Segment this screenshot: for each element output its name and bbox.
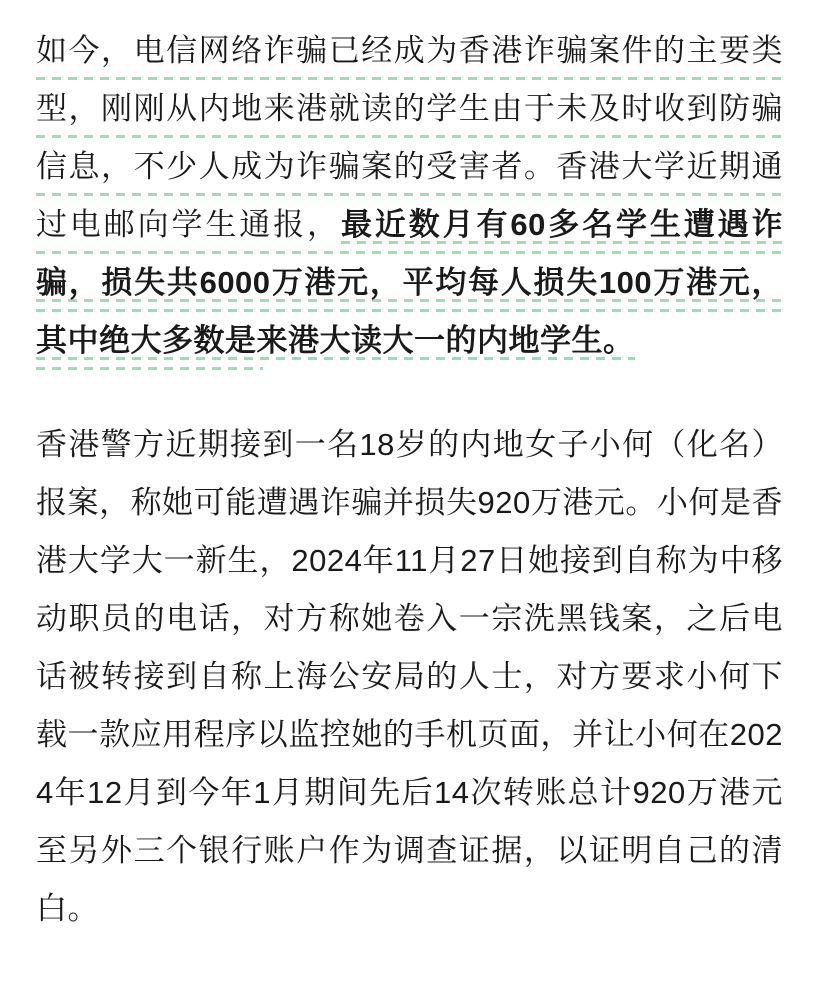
paragraph-2 [36,416,783,938]
paragraph-1 [36,22,783,370]
paragraph-2-run-normal: 香港警方近期接到一名18岁的内地女子小何（化名）报案，称她可能遭遇诈骗并损失920万港元。小何是香港大学大一新生，2024年11月27日她接到自称为中移动职员的电话，对方称她卷入一宗洗黑钱案，之后电话被转接到自称上海公安局的人士，对方要求小何下载一款应用程序以监控她的手机页面，并让小何在2024年12月到今年1月期间先后14次转账总计920万港元至另外三个银行账户作为调查证据，以证明自己的清白。 [36,427,783,926]
paragraph-1-highlighted-text: 最近数月有60多名学生遭遇诈骗，损失共6000万港元，平均每人损失100万港元，其中绝大多数是来港大读大一的内地学生。 [36,207,783,358]
paragraph-1-run-normal: 如今，电信网络诈骗已经成为香港诈骗案件的主要类型，刚刚从内地来港就读的学生由于未及时收到防骗信息，不少人成为诈骗案的受害者。香港大学近期通过电邮向学生通报， [36,33,783,242]
